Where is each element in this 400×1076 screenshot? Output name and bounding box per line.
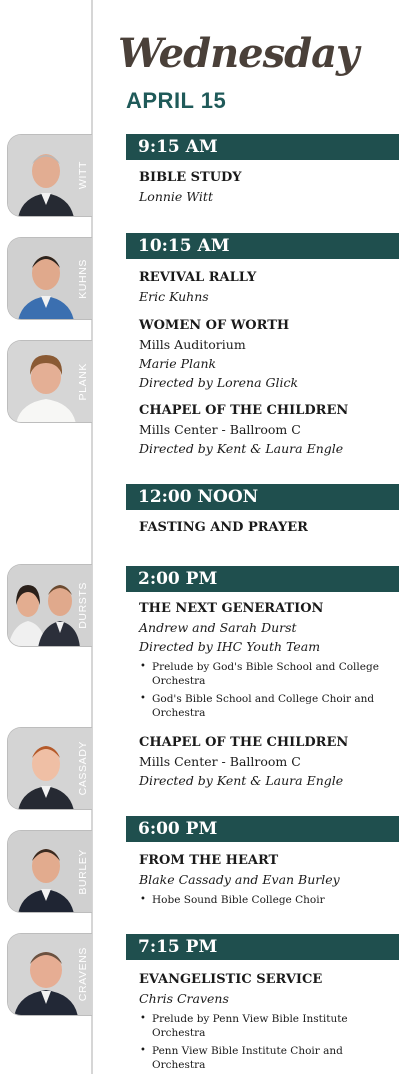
session-women-of-worth [139, 316, 397, 392]
session-fasting-prayer [139, 518, 397, 537]
session-speaker: Lonnie Witt [139, 189, 213, 204]
session-title: CHAPEL OF THE CHILDREN [139, 735, 349, 750]
session-speaker: Eric Kuhns [139, 289, 209, 304]
time-bar-915: 9:15 AM [126, 134, 399, 160]
session-bible-study [139, 168, 397, 206]
session-title: CHAPEL OF THE CHILDREN [139, 403, 349, 418]
session-title: FASTING AND PRAYER [139, 520, 308, 535]
session-next-generation [139, 599, 397, 724]
session-from-the-heart [139, 851, 397, 911]
date-heading: APRIL 15 [126, 88, 227, 113]
speaker-label: DURSTS [77, 582, 89, 629]
session-speaker: Andrew and Sarah Durst [139, 620, 297, 635]
session-speaker: Chris Cravens [139, 991, 229, 1006]
session-title: THE NEXT GENERATION [139, 601, 324, 616]
time-bar-noon: 12:00 NOON [126, 484, 399, 510]
speaker-label: CASSADY [77, 741, 89, 796]
session-revival-rally [139, 268, 397, 306]
session-location: Mills Center - Ballroom C [139, 754, 301, 769]
speaker-label: CRAVENS [77, 947, 89, 1002]
session-director: Directed by IHC Youth Team [139, 639, 321, 654]
speaker-label: BURLEY [77, 848, 89, 895]
bullet-item: • Hobe Sound Bible College Choir [139, 893, 397, 907]
session-title: REVIVAL RALLY [139, 270, 257, 285]
bullet-item: • God's Bible School and College Choir and Orchestra [139, 692, 397, 720]
session-bullets [139, 893, 397, 907]
session-location: Mills Center - Ballroom C [139, 422, 301, 437]
time-bar-715: 7:15 PM [126, 934, 399, 960]
bullet-item: • Penn View Bible Institute Choir and Orchestra [139, 1044, 397, 1072]
session-title: WOMEN OF WORTH [139, 318, 290, 333]
time-bar-600: 6:00 PM [126, 816, 399, 842]
session-chapel-children-pm [139, 733, 397, 790]
bullet-item: • Prelude by Penn View Bible Institute Orchestra [139, 1012, 397, 1040]
speaker-photo-burley [7, 830, 92, 913]
session-speaker: Marie Plank [139, 356, 217, 371]
session-location: Mills Auditorium [139, 337, 246, 352]
speaker-photo-plank [7, 340, 92, 423]
speaker-photo-dursts [7, 564, 92, 647]
bullet-item: • Prelude by God's Bible School and College Orchestra [139, 660, 397, 688]
speaker-photo-witt [7, 134, 92, 217]
session-bullets [139, 660, 397, 720]
speaker-label: WITT [77, 161, 89, 190]
time-bar-200: 2:00 PM [126, 566, 399, 592]
speaker-photo-kuhns [7, 237, 92, 320]
session-title: BIBLE STUDY [139, 170, 242, 185]
session-director: Directed by Kent & Laura Engle [139, 441, 344, 456]
session-chapel-children-am [139, 401, 397, 458]
session-title: FROM THE HEART [139, 853, 279, 868]
session-speaker: Blake Cassady and Evan Burley [139, 872, 340, 887]
session-title: EVANGELISTIC SERVICE [139, 972, 323, 987]
session-bullets [139, 1012, 397, 1072]
time-bar-1015: 10:15 AM [126, 233, 399, 259]
session-director: Directed by Kent & Laura Engle [139, 773, 344, 788]
session-evangelistic-service [139, 970, 397, 1076]
speaker-label: PLANK [77, 362, 89, 401]
day-heading: Wednesday [118, 30, 359, 77]
speaker-photo-cassady [7, 727, 92, 810]
speaker-photo-cravens [7, 933, 92, 1016]
session-director: Directed by Lorena Glick [139, 375, 299, 390]
speaker-label: KUHNS [77, 258, 89, 299]
